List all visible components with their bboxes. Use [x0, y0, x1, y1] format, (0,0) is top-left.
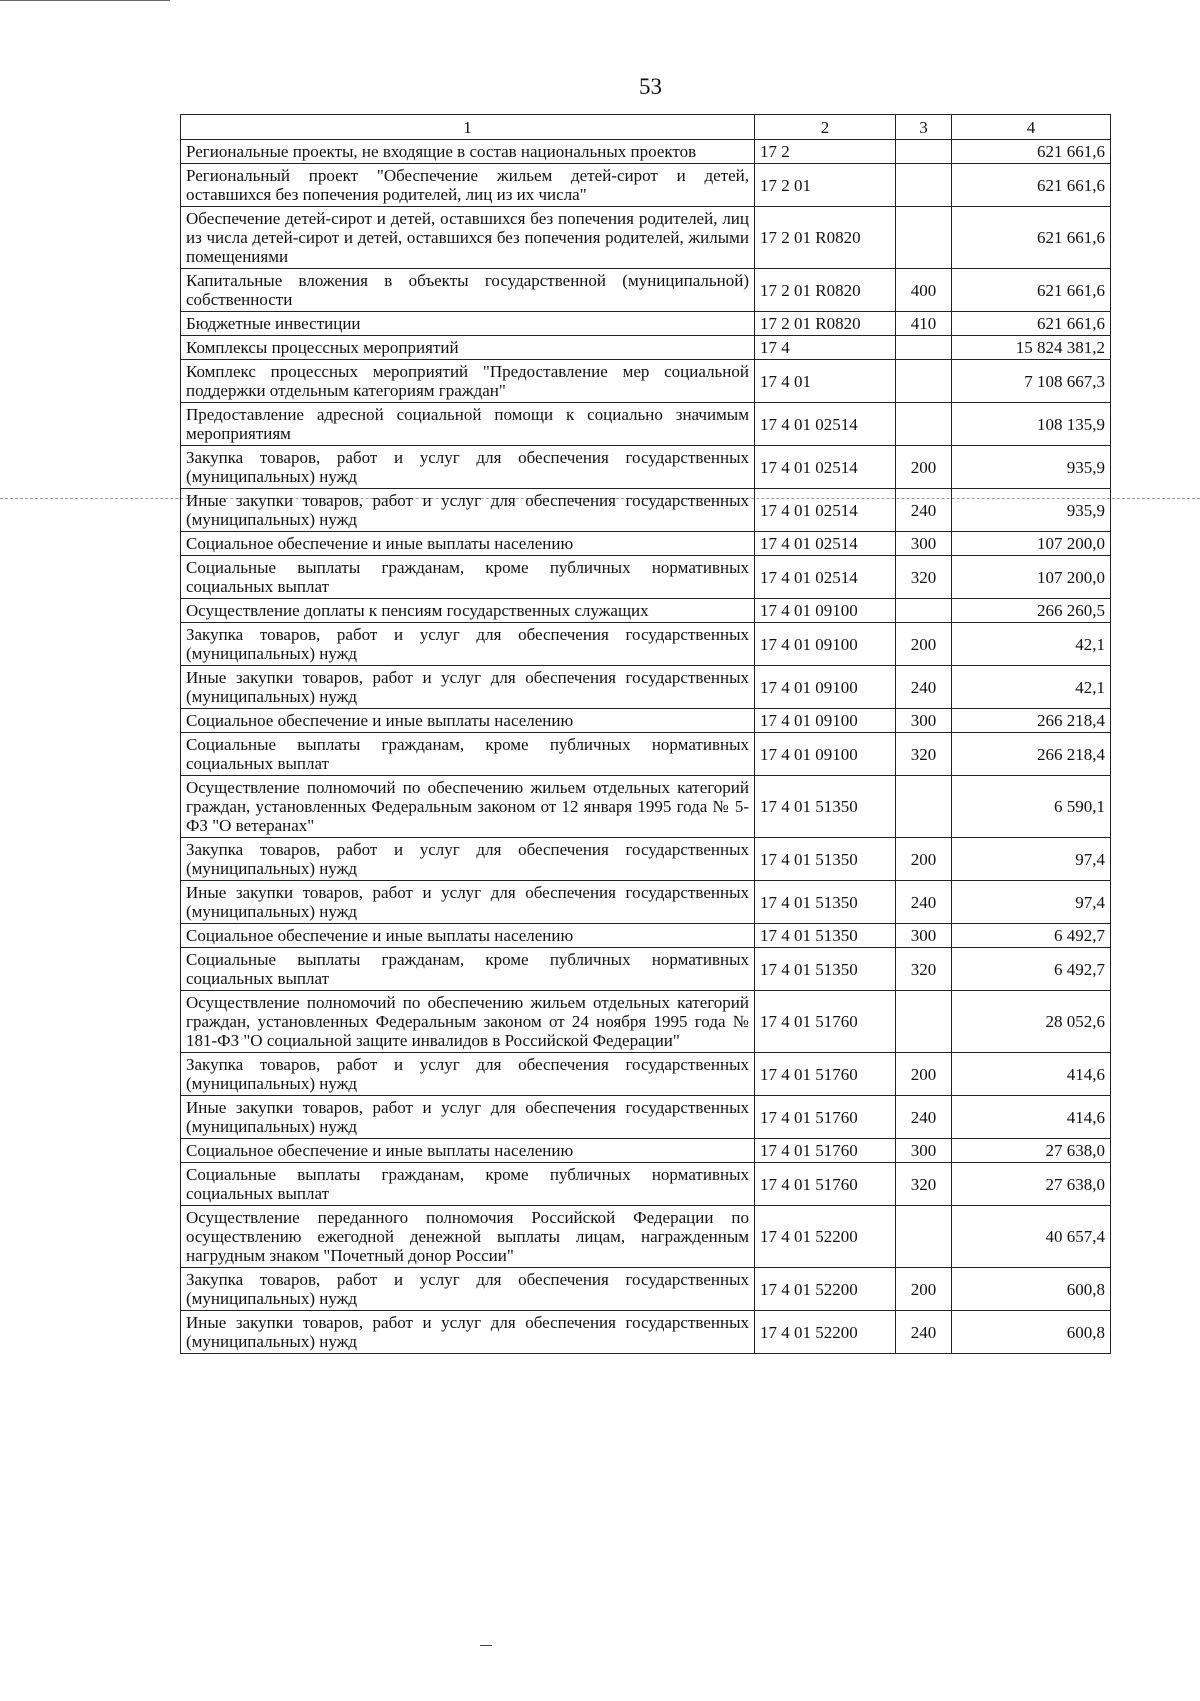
row-expense-type-cell: 320	[896, 733, 952, 776]
row-amount-cell: 108 135,9	[952, 403, 1111, 446]
row-name-cell: Осуществление полномочий по обеспечению жильем отдельных категорий граждан, установленных Федеральным законом от 24 ноября 1995 года № 181-ФЗ "О социальной защите инвалидов в Российской Федерации"	[181, 991, 755, 1053]
row-name-cell: Региональный проект "Обеспечение жильем детей-сирот и детей, оставшихся без попечения родителей, лиц из их числа"	[181, 164, 755, 207]
row-expense-type-cell: 240	[896, 489, 952, 532]
row-amount-cell: 42,1	[952, 623, 1111, 666]
table-row	[181, 838, 1111, 881]
row-code-cell: 17 4 01 02514	[755, 532, 896, 556]
row-code-cell: 17 4 01 51350	[755, 776, 896, 838]
row-amount-cell: 107 200,0	[952, 556, 1111, 599]
table-row	[181, 948, 1111, 991]
page-number: 53	[639, 74, 662, 99]
column-header-amount: 4	[952, 115, 1111, 140]
table-row	[181, 1206, 1111, 1268]
row-expense-type-cell	[896, 776, 952, 838]
table-row	[181, 556, 1111, 599]
row-amount-cell: 97,4	[952, 881, 1111, 924]
row-code-cell: 17 4 01 02514	[755, 556, 896, 599]
row-code-cell: 17 4 01 52200	[755, 1268, 896, 1311]
table-header-row	[181, 115, 1111, 140]
row-name-cell: Комплексы процессных мероприятий	[181, 336, 755, 360]
row-name-cell: Социальные выплаты гражданам, кроме публичных нормативных социальных выплат	[181, 733, 755, 776]
table-row	[181, 532, 1111, 556]
row-name-cell: Социальное обеспечение и иные выплаты населению	[181, 709, 755, 733]
row-amount-cell: 266 218,4	[952, 733, 1111, 776]
row-amount-cell: 935,9	[952, 446, 1111, 489]
row-name-cell: Социальное обеспечение и иные выплаты населению	[181, 924, 755, 948]
row-code-cell: 17 2 01 R0820	[755, 207, 896, 269]
row-code-cell: 17 4 01 51350	[755, 881, 896, 924]
row-name-cell: Осуществление переданного полномочия Российской Федерации по осуществлению ежегодной денежной выплаты лицам, награжденным нагрудным знаком "Почетный донор России"	[181, 1206, 755, 1268]
row-amount-cell: 15 824 381,2	[952, 336, 1111, 360]
row-code-cell: 17 2 01 R0820	[755, 312, 896, 336]
row-name-cell: Капитальные вложения в объекты государственной (муниципальной) собственности	[181, 269, 755, 312]
table-row	[181, 207, 1111, 269]
row-amount-cell: 621 661,6	[952, 140, 1111, 164]
row-expense-type-cell: 240	[896, 1311, 952, 1354]
row-code-cell: 17 4 01 51350	[755, 838, 896, 881]
table-row	[181, 666, 1111, 709]
row-name-cell: Иные закупки товаров, работ и услуг для обеспечения государственных (муниципальных) нужд	[181, 881, 755, 924]
row-name-cell: Обеспечение детей-сирот и детей, оставшихся без попечения родителей, лиц из числа детей-сирот и детей, оставшихся без попечения родителей, жилыми помещениями	[181, 207, 755, 269]
column-header-code: 2	[755, 115, 896, 140]
column-header-expense-type: 3	[896, 115, 952, 140]
row-name-cell: Иные закупки товаров, работ и услуг для обеспечения государственных (муниципальных) нужд	[181, 1096, 755, 1139]
table-row	[181, 733, 1111, 776]
row-expense-type-cell: 320	[896, 948, 952, 991]
row-expense-type-cell: 320	[896, 1163, 952, 1206]
row-code-cell: 17 4 01 51350	[755, 948, 896, 991]
row-code-cell: 17 2 01 R0820	[755, 269, 896, 312]
table-row	[181, 164, 1111, 207]
row-code-cell: 17 4 01 02514	[755, 489, 896, 532]
row-amount-cell: 6 590,1	[952, 776, 1111, 838]
row-amount-cell: 40 657,4	[952, 1206, 1111, 1268]
row-expense-type-cell	[896, 991, 952, 1053]
row-expense-type-cell: 300	[896, 709, 952, 733]
table-row	[181, 709, 1111, 733]
table-row	[181, 312, 1111, 336]
row-code-cell: 17 4 01 09100	[755, 709, 896, 733]
table-row	[181, 1163, 1111, 1206]
row-expense-type-cell: 200	[896, 838, 952, 881]
row-expense-type-cell: 240	[896, 1096, 952, 1139]
row-name-cell: Закупка товаров, работ и услуг для обеспечения государственных (муниципальных) нужд	[181, 838, 755, 881]
row-amount-cell: 27 638,0	[952, 1163, 1111, 1206]
row-amount-cell: 621 661,6	[952, 269, 1111, 312]
row-expense-type-cell: 300	[896, 1139, 952, 1163]
row-code-cell: 17 2	[755, 140, 896, 164]
row-name-cell: Социальные выплаты гражданам, кроме публичных нормативных социальных выплат	[181, 948, 755, 991]
row-name-cell: Иные закупки товаров, работ и услуг для обеспечения государственных (муниципальных) нужд	[181, 489, 755, 532]
row-code-cell: 17 4 01 02514	[755, 403, 896, 446]
table-body	[181, 140, 1111, 1354]
row-code-cell: 17 4 01 51760	[755, 991, 896, 1053]
row-expense-type-cell	[896, 599, 952, 623]
row-amount-cell: 6 492,7	[952, 924, 1111, 948]
row-amount-cell: 621 661,6	[952, 207, 1111, 269]
row-amount-cell: 621 661,6	[952, 312, 1111, 336]
row-amount-cell: 414,6	[952, 1053, 1111, 1096]
row-name-cell: Иные закупки товаров, работ и услуг для обеспечения государственных (муниципальных) нужд	[181, 1311, 755, 1354]
row-amount-cell: 42,1	[952, 666, 1111, 709]
row-amount-cell: 97,4	[952, 838, 1111, 881]
row-name-cell: Социальное обеспечение и иные выплаты населению	[181, 532, 755, 556]
table-row	[181, 140, 1111, 164]
row-name-cell: Комплекс процессных мероприятий "Предоставление мер социальной поддержки отдельным категориям граждан"	[181, 360, 755, 403]
row-code-cell: 17 4 01 51760	[755, 1139, 896, 1163]
table-row	[181, 881, 1111, 924]
scan-artifact-dash	[480, 1645, 492, 1646]
row-code-cell: 17 4 01 51760	[755, 1163, 896, 1206]
row-expense-type-cell	[896, 360, 952, 403]
row-amount-cell: 7 108 667,3	[952, 360, 1111, 403]
row-expense-type-cell: 320	[896, 556, 952, 599]
row-expense-type-cell: 200	[896, 446, 952, 489]
row-code-cell: 17 4 01 02514	[755, 446, 896, 489]
row-name-cell: Осуществление доплаты к пенсиям государственных служащих	[181, 599, 755, 623]
row-name-cell: Предоставление адресной социальной помощи к социально значимым мероприятиям	[181, 403, 755, 446]
table-row	[181, 924, 1111, 948]
row-expense-type-cell	[896, 207, 952, 269]
row-amount-cell: 600,8	[952, 1268, 1111, 1311]
row-code-cell: 17 4 01 51350	[755, 924, 896, 948]
table-row	[181, 1268, 1111, 1311]
row-expense-type-cell: 200	[896, 1053, 952, 1096]
row-amount-cell: 621 661,6	[952, 164, 1111, 207]
row-expense-type-cell: 200	[896, 623, 952, 666]
row-name-cell: Региональные проекты, не входящие в состав национальных проектов	[181, 140, 755, 164]
row-amount-cell: 266 218,4	[952, 709, 1111, 733]
table-row	[181, 269, 1111, 312]
row-name-cell: Закупка товаров, работ и услуг для обеспечения государственных (муниципальных) нужд	[181, 1268, 755, 1311]
table-row	[181, 776, 1111, 838]
row-code-cell: 17 4 01 09100	[755, 733, 896, 776]
row-expense-type-cell	[896, 336, 952, 360]
table-row	[181, 1053, 1111, 1096]
row-code-cell: 17 4 01 51760	[755, 1053, 896, 1096]
row-expense-type-cell	[896, 164, 952, 207]
row-name-cell: Осуществление полномочий по обеспечению жильем отдельных категорий граждан, установленных Федеральным законом от 12 января 1995 года № 5-ФЗ "О ветеранах"	[181, 776, 755, 838]
row-expense-type-cell	[896, 140, 952, 164]
table-row	[181, 489, 1111, 532]
row-amount-cell: 414,6	[952, 1096, 1111, 1139]
row-expense-type-cell: 300	[896, 532, 952, 556]
row-expense-type-cell: 400	[896, 269, 952, 312]
row-code-cell: 17 4 01 09100	[755, 623, 896, 666]
budget-table	[180, 114, 1111, 1354]
row-name-cell: Социальные выплаты гражданам, кроме публичных нормативных социальных выплат	[181, 556, 755, 599]
row-amount-cell: 600,8	[952, 1311, 1111, 1354]
table-row	[181, 1096, 1111, 1139]
row-amount-cell: 107 200,0	[952, 532, 1111, 556]
table-row	[181, 991, 1111, 1053]
row-expense-type-cell	[896, 1206, 952, 1268]
row-name-cell: Закупка товаров, работ и услуг для обеспечения государственных (муниципальных) нужд	[181, 446, 755, 489]
row-code-cell: 17 4 01 09100	[755, 666, 896, 709]
row-code-cell: 17 4 01 52200	[755, 1311, 896, 1354]
row-expense-type-cell: 410	[896, 312, 952, 336]
row-expense-type-cell: 200	[896, 1268, 952, 1311]
row-name-cell: Закупка товаров, работ и услуг для обеспечения государственных (муниципальных) нужд	[181, 1053, 755, 1096]
row-code-cell: 17 4 01 09100	[755, 599, 896, 623]
row-amount-cell: 28 052,6	[952, 991, 1111, 1053]
table-row	[181, 599, 1111, 623]
row-code-cell: 17 4	[755, 336, 896, 360]
table-row	[181, 1311, 1111, 1354]
row-amount-cell: 935,9	[952, 489, 1111, 532]
scan-artifact-line	[0, 0, 170, 1]
row-name-cell: Бюджетные инвестиции	[181, 312, 755, 336]
column-header-name: 1	[181, 115, 755, 140]
row-code-cell: 17 4 01 52200	[755, 1206, 896, 1268]
row-amount-cell: 27 638,0	[952, 1139, 1111, 1163]
table-row	[181, 446, 1111, 489]
row-name-cell: Социальное обеспечение и иные выплаты населению	[181, 1139, 755, 1163]
table-row	[181, 336, 1111, 360]
row-name-cell: Иные закупки товаров, работ и услуг для обеспечения государственных (муниципальных) нужд	[181, 666, 755, 709]
row-code-cell: 17 4 01	[755, 360, 896, 403]
table-row	[181, 403, 1111, 446]
row-expense-type-cell	[896, 403, 952, 446]
row-amount-cell: 6 492,7	[952, 948, 1111, 991]
table-row	[181, 623, 1111, 666]
row-expense-type-cell: 240	[896, 666, 952, 709]
row-amount-cell: 266 260,5	[952, 599, 1111, 623]
row-name-cell: Закупка товаров, работ и услуг для обеспечения государственных (муниципальных) нужд	[181, 623, 755, 666]
row-code-cell: 17 2 01	[755, 164, 896, 207]
row-name-cell: Социальные выплаты гражданам, кроме публичных нормативных социальных выплат	[181, 1163, 755, 1206]
table-row	[181, 360, 1111, 403]
row-expense-type-cell: 300	[896, 924, 952, 948]
table-row	[181, 1139, 1111, 1163]
row-code-cell: 17 4 01 51760	[755, 1096, 896, 1139]
row-expense-type-cell: 240	[896, 881, 952, 924]
